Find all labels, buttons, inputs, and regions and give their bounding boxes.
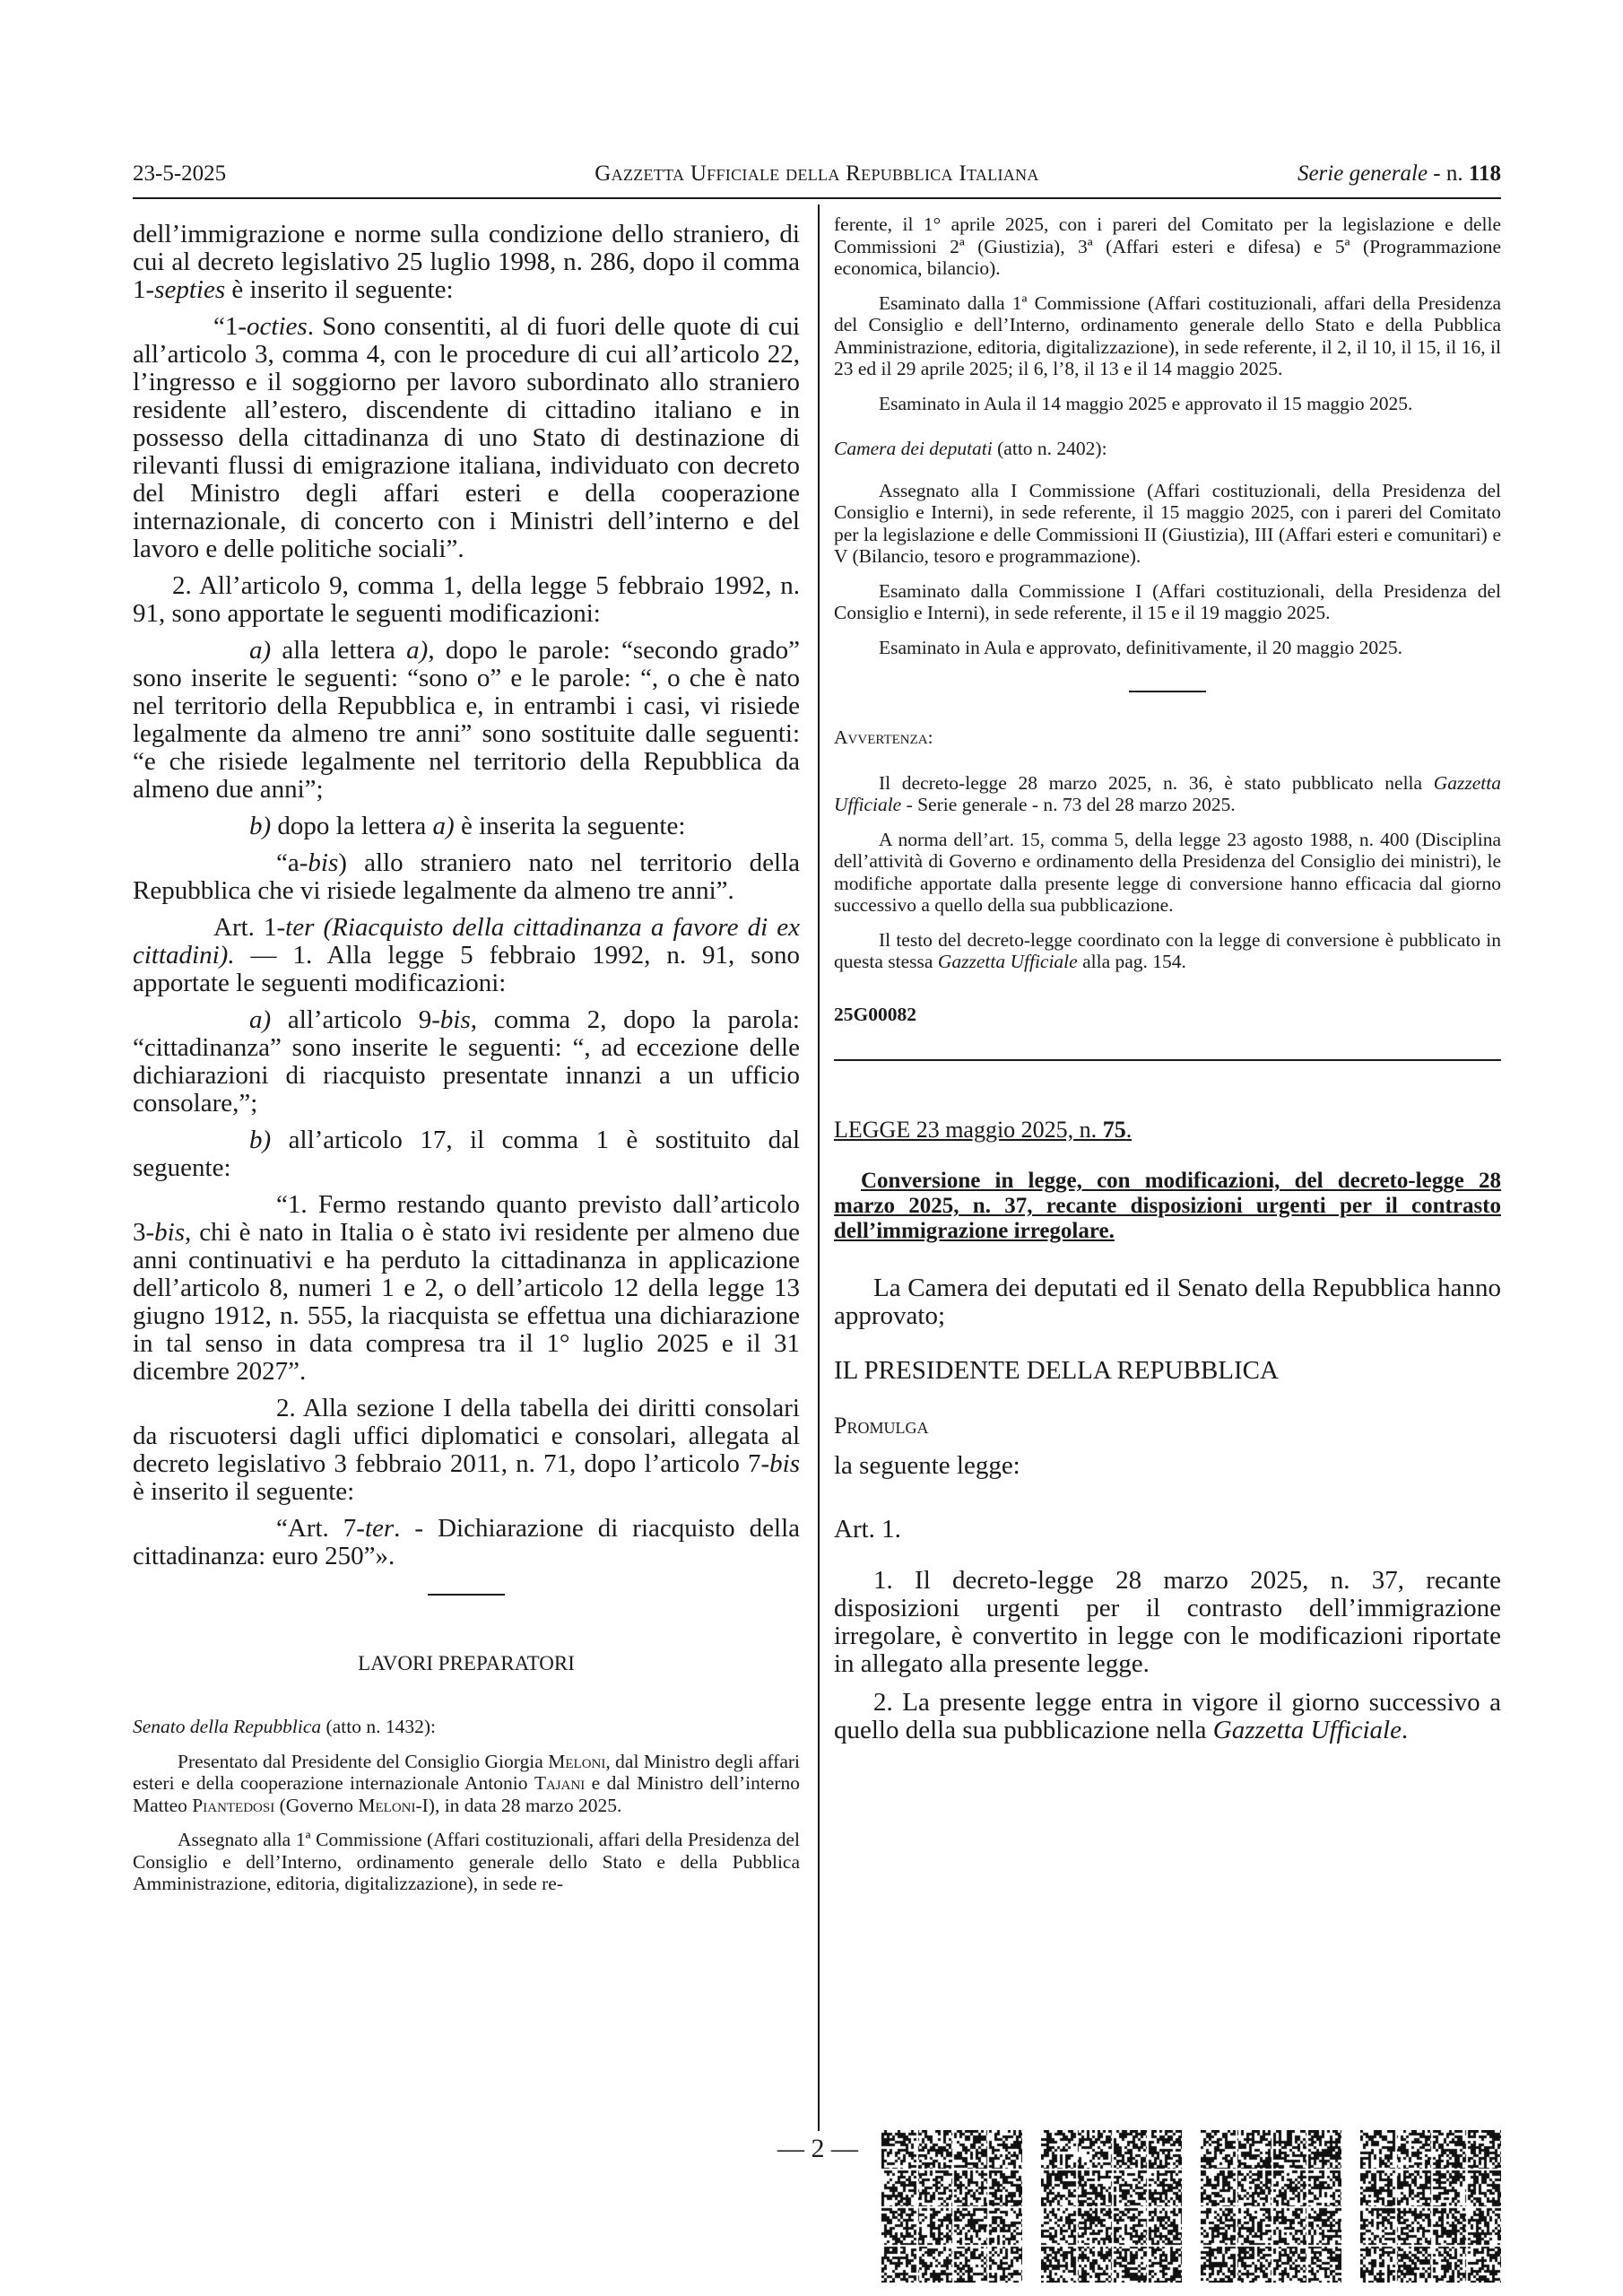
paragraph: “1-octies. Sono consentiti, al di fuori delle quote di cui all’articolo 3, comma 4, con le procedure di cui all’articolo 22, l’ingresso e il soggiorno per lavoro subordinato allo straniero residente all’estero, discendente di cittadino italiano e in possesso della cittadinanza di uno Stato di destinazione di rilevanti flussi di emigrazione italiana, individuato con decreto del Ministro degli affari esteri e della cooperazione internazionale, di concerto con i Ministri dell’interno e del lavoro e delle politiche sociali”. [133,312,800,563]
header-title: Gazzetta Ufficiale della Repubblica Italiana [595,161,1039,186]
paragraph: La Camera dei deputati ed il Senato della Repubblica hanno approvato; [834,1274,1501,1330]
paragraph: “a-bis) allo straniero nato nel territorio della Repubblica che vi risiede legalmente da almeno tre anni”. [133,848,800,905]
paragraph: Assegnato alla I Commissione (Affari costituzionali, della Presidenza del Consiglio e Interni), in sede referente, il 15 maggio 2025, con i pareri del Comitato per la legislazione e delle Commissioni II (Giustizia), III (Affari esteri e comunitari) e V (Bilancio, tesoro e programmazione). [834,479,1501,567]
section-rule [1129,691,1206,692]
paragraph: 1. Il decreto-legge 28 marzo 2025, n. 37, recante disposizioni urgenti per il contrasto dell’immigrazione irregolare, è convertito in legge con le modificazioni riportate in allegato alla presente legge. [834,1566,1501,1678]
senato-heading: Senato della Repubblica (atto n. 1432): [133,1716,436,1737]
paragraph: la seguente legge: [834,1451,1020,1480]
paragraph: 2. All’articolo 9, comma 1, della legge 5 febbraio 1992, n. 91, sono apportate le seguenti modificazioni: [133,571,800,628]
article-heading: Art. 1. [834,1515,901,1544]
paragraph: b) all’articolo 17, il comma 1 è sostituito dal seguente: [133,1126,800,1182]
president-heading: IL PRESIDENTE DELLA REPUBBLICA [834,1356,1279,1385]
barcode-icon [881,2130,1022,2283]
barcode-icon [1360,2130,1501,2283]
section-rule [428,1594,505,1596]
law-subtitle: Conversione in legge, con modificazioni, del decreto-legge 28 marzo 2025, n. 37, recante disposizioni urgenti per il contrasto dell’immigrazione irregolare. [834,1169,1501,1243]
paragraph: a) alla lettera a), dopo le parole: “secondo grado” sono inserite le seguenti: “sono o” e le parole: “, o che è nato nel territorio della Repubblica e, in entrambi i casi, vi risiede legalmente da almeno tre anni” sono sostituite dalle seguenti: “e che risiede legalmente nel territorio della Repubblica da almeno due anni”; [133,636,800,804]
law-title: LEGGE 23 maggio 2025, n. 75. [834,1117,1133,1143]
barcode-icon [1201,2130,1341,2283]
header-series [1298,156,1501,192]
section-rule [834,1059,1501,1061]
paragraph: Il decreto-legge 28 marzo 2025, n. 36, è stato pubblicato nella Gazzetta Ufficiale - Serie generale - n. 73 del 28 marzo 2025. [834,771,1501,815]
paragraph: b) dopo la lettera a) è inserita la seguente: [249,812,686,840]
paragraph: Esaminato dalla 1ª Commissione (Affari costituzionali, affari della Presidenza del Consiglio e dell’Interno, ordinamento generale dello Stato e della Pubblica Amministrazione, editoria, digitalizzazione), in sede referente, il 2, il 10, il 15, il 16, il 23 ed il 29 aprile 2025; il 6, l’8, il 13 e il 14 maggio 2025. [834,291,1501,379]
paragraph: Art. 1-ter (Riacquisto della cittadinanza a favore di ex cittadini). — 1. Alla legge 5 febbraio 1992, n. 91, sono apportate le seguenti modificazioni: [133,913,800,997]
series-label: Serie generale [1297,161,1428,186]
paragraph: dell’immigrazione e norme sulla condizione dello straniero, di cui al decreto legislativo 25 luglio 1998, n. 286, dopo il comma 1-septies è inserito il seguente: [133,220,800,304]
document-code: 25G00082 [834,1003,916,1025]
page-number: — 2 — [777,2134,858,2163]
paragraph: Presentato dal Presidente del Consiglio Giorgia Meloni, dal Ministro degli affari esteri e della cooperazione internazionale Antonio Tajani e dal Ministro dell’interno Matteo Piantedosi (Governo Meloni-I), in data 28 marzo 2025. [133,1750,800,1816]
paragraph: Esaminato dalla Commissione I (Affari costituzionali, della Presidenza del Consiglio e Interni), in sede referente, il 15 e il 19 maggio 2025. [834,579,1501,623]
barcode-row [881,2130,1501,2283]
avvertenza-heading: Avvertenza: [834,726,933,748]
column-divider [818,204,820,2131]
paragraph: “Art. 7-ter. - Dichiarazione di riacquisto della cittadinanza: euro 250”». [133,1514,801,1570]
header-date: 23-5-2025 [133,161,227,186]
paragraph: Il testo del decreto-legge coordinato con la legge di conversione è pubblicato in questa stessa Gazzetta Ufficiale alla pag. 154. [834,928,1501,972]
lavori-heading: LAVORI PREPARATORI [358,1652,575,1674]
issue-number: 118 [1468,161,1501,186]
header-rule [133,197,1501,199]
right-column [834,204,1501,1744]
left-column [133,204,800,1895]
paragraph: A norma dell’art. 15, comma 5, della legge 23 agosto 1988, n. 400 (Disciplina dell’attività di Governo e ordinamento della Presidenza del Consiglio dei ministri), le modifiche apportate dalla presente legge di conversione hanno efficacia dal giorno successivo a quello della sua pubblicazione. [834,828,1501,916]
series-sep: - n. [1428,161,1469,186]
paragraph: a) all’articolo 9-bis, comma 2, dopo la parola: “cittadinanza” sono inserite le seguenti: “, ad eccezione delle dichiarazioni di riacquisto presentate innanzi a un ufficio consolare,”; [133,1005,800,1118]
paragraph: Assegnato alla 1ª Commissione (Affari costituzionali, affari della Presidenza del Consiglio e dell’Interno, ordinamento generale dello Stato e della Pubblica Amministrazione, editoria, digitalizzazione), in sede re- [133,1829,800,1894]
paragraph: 2. Alla sezione I della tabella dei diritti consolari da riscuotersi dagli uffici diplomatici e consolari, allegata al decreto legislativo 3 febbraio 2011, n. 71, dopo l’articolo 7-bis è inserito il seguente: [133,1394,800,1506]
camera-heading: Camera dei deputati (atto n. 2402): [834,438,1107,459]
barcode-icon [1041,2130,1182,2283]
promulga-heading: Promulga [834,1413,929,1439]
paragraph: “1. Fermo restando quanto previsto dall’articolo 3-bis, chi è nato in Italia o è stato ivi residente per almeno due anni continuativi e ha perduto la cittadinanza in applicazione dell’articolo 8, numeri 1 e 2, o dell’articolo 12 della legge 13 giugno 1912, n. 555, la riacquista se effettua una dichiarazione in tal senso in data compresa tra il 1° luglio 2025 e il 31 dicembre 2027”. [133,1190,800,1386]
paragraph: ferente, il 1° aprile 2025, con i pareri del Comitato per la legislazione e delle Commissioni 2ª (Giustizia), 3ª (Affari esteri e difesa) e 5ª (Programmazione economica, bilancio). [834,213,1501,279]
page-header [133,156,1501,192]
paragraph: 2. La presente legge entra in vigore il giorno successivo a quello della sua pubblicazione nella Gazzetta Ufficiale. [834,1688,1501,1744]
paragraph: Esaminato in Aula e approvato, definitivamente, il 20 maggio 2025. [879,636,1402,658]
paragraph: Esaminato in Aula il 14 maggio 2025 e approvato il 15 maggio 2025. [879,392,1413,414]
